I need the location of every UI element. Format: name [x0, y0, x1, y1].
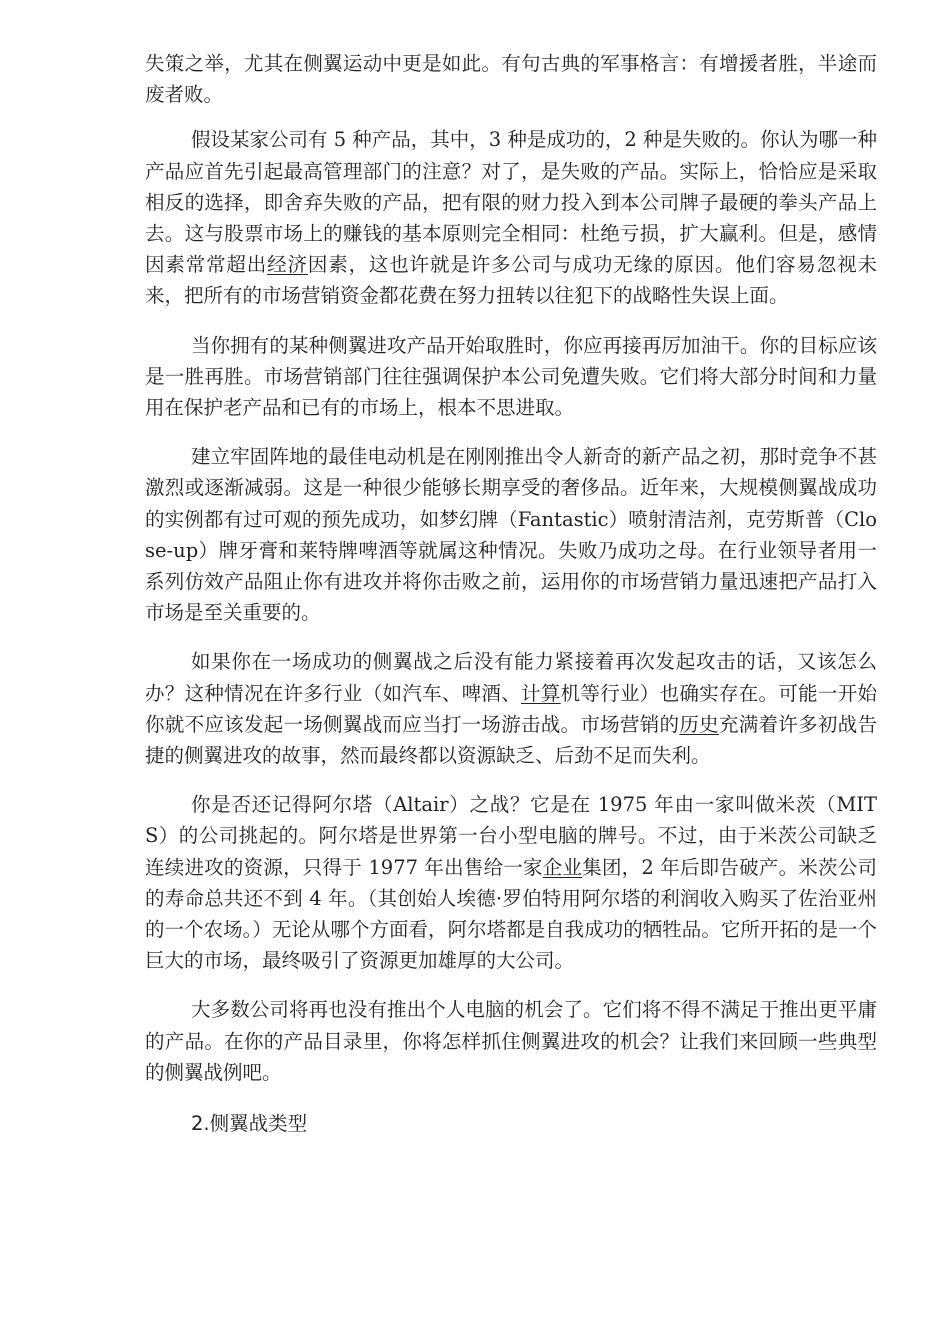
paragraph-4-text-c: 充满着许多初战告捷的侧翼进攻的故事，然而最终都以资源缺乏、后劲不足而失利。 — [145, 712, 877, 768]
section-heading: 2.侧翼战类型 — [191, 1112, 308, 1136]
paragraph-2-text: 当你拥有的某种侧翼进攻产品开始取胜时，你应再接再厉加油干。你的目标应该是一胜再胜。市场营销部门往往强调保护本公司免遭失败。它们将大部分时间和力量用在保护老产品和已有的市场上，根本不思进取。 — [145, 333, 877, 420]
link-economy[interactable]: 经济 — [267, 253, 308, 277]
paragraph-5-text-b: 集团，2 年后即告破产。米茨公司的寿命总共还不到 4 年。（其创始人埃德·罗伯特用阿尔塔的利润收入购买了佐治亚州的一个农场。）无论从哪个方面看，阿尔塔都是自我成功的牺牲品。它所开拓的是一个巨大的市场，最终吸引了资源更加雄厚的大公司。 — [145, 855, 877, 973]
paragraph-4-text-b: 机等行业）也确实存在。可能一开始你就不应该发起一场侧翼战而应当打一场游击战。市场营销的 — [145, 681, 877, 736]
paragraph-6-text: 大多数公司将再也没有推出个人电脑的机会了。它们将不得不满足于推出更平庸的产品。在你的产品目录里，你将怎样抓住侧翼进攻的机会？让我们来回顾一些典型的侧翼战例吧。 — [145, 998, 877, 1084]
paragraph-6 — [145, 994, 877, 1088]
paragraph-4-text-a: 如果你在一场成功的侧翼战之后没有能力紧接着再次发起攻击的话，又该怎么办？这种情况在许多行业（如汽车、啤酒、 — [145, 650, 877, 705]
paragraph-5-text-a: 你是否还记得阿尔塔（Altair）之战？它是在 1975 年由一家叫做米茨（MITS）的公司挑起的。阿尔塔是世界第一台小型电脑的牌号。不过，由于米茨公司缺乏连续进攻的资源，只得于 1977 年出售给一家 — [145, 793, 877, 879]
document-body — [145, 48, 877, 1139]
paragraph-1-text-a: 假设某家公司有 5 种产品，其中，3 种是成功的，2 种是失败的。你认为哪一种产品应首先引起最高管理部门的注意？对了，是失败的产品。实际上，恰恰应是采取相反的选择，即舍弃失败的产品，把有限的财力投入到本公司牌子最硬的拳头产品上去。这与股票市场上的赚钱的基本原则完全相同：杜绝亏损，扩大赢利。但是，感情因素常常超出 — [145, 128, 878, 277]
paragraph-3-text: 建立牢固阵地的最佳电动机是在刚刚推出令人新奇的新产品之初，那时竞争不甚激烈或逐渐减弱。这是一种很少能够长期享受的奢侈品。近年来，大规模侧翼战成功的实例都有过可观的预先成功，如梦幻牌（Fantastic）喷射清洁剂，克劳斯普（Close-up）牌牙膏和莱特牌啤酒等就属这种情况。失败乃成功之母。在行业领导者用一系列仿效产品阻止你有进攻并将你击败之前，运用你的市场营销力量迅速把产品打入市场是至关重要的。 — [145, 445, 877, 625]
paragraph-4 — [145, 646, 877, 771]
paragraph-0 — [145, 48, 877, 110]
link-history[interactable]: 历史 — [679, 712, 719, 736]
paragraph-1-text-b: 因素，这也许就是许多公司与成功无缘的原因。他们容易忽视未来，把所有的市场营销资金都花费在努力扭转以往犯下的战略性失误上面。 — [145, 253, 877, 308]
paragraph-3 — [145, 441, 877, 628]
paragraph-2 — [145, 330, 877, 424]
link-computing[interactable]: 计算 — [521, 681, 561, 705]
paragraph-0-text: 失策之举，尤其在侧翼运动中更是如此。有句古典的军事格言：有增援者胜，半途而废者败。 — [145, 52, 877, 107]
paragraph-1 — [145, 124, 877, 311]
paragraph-5 — [145, 789, 877, 976]
link-enterprise[interactable]: 企业 — [542, 855, 583, 879]
